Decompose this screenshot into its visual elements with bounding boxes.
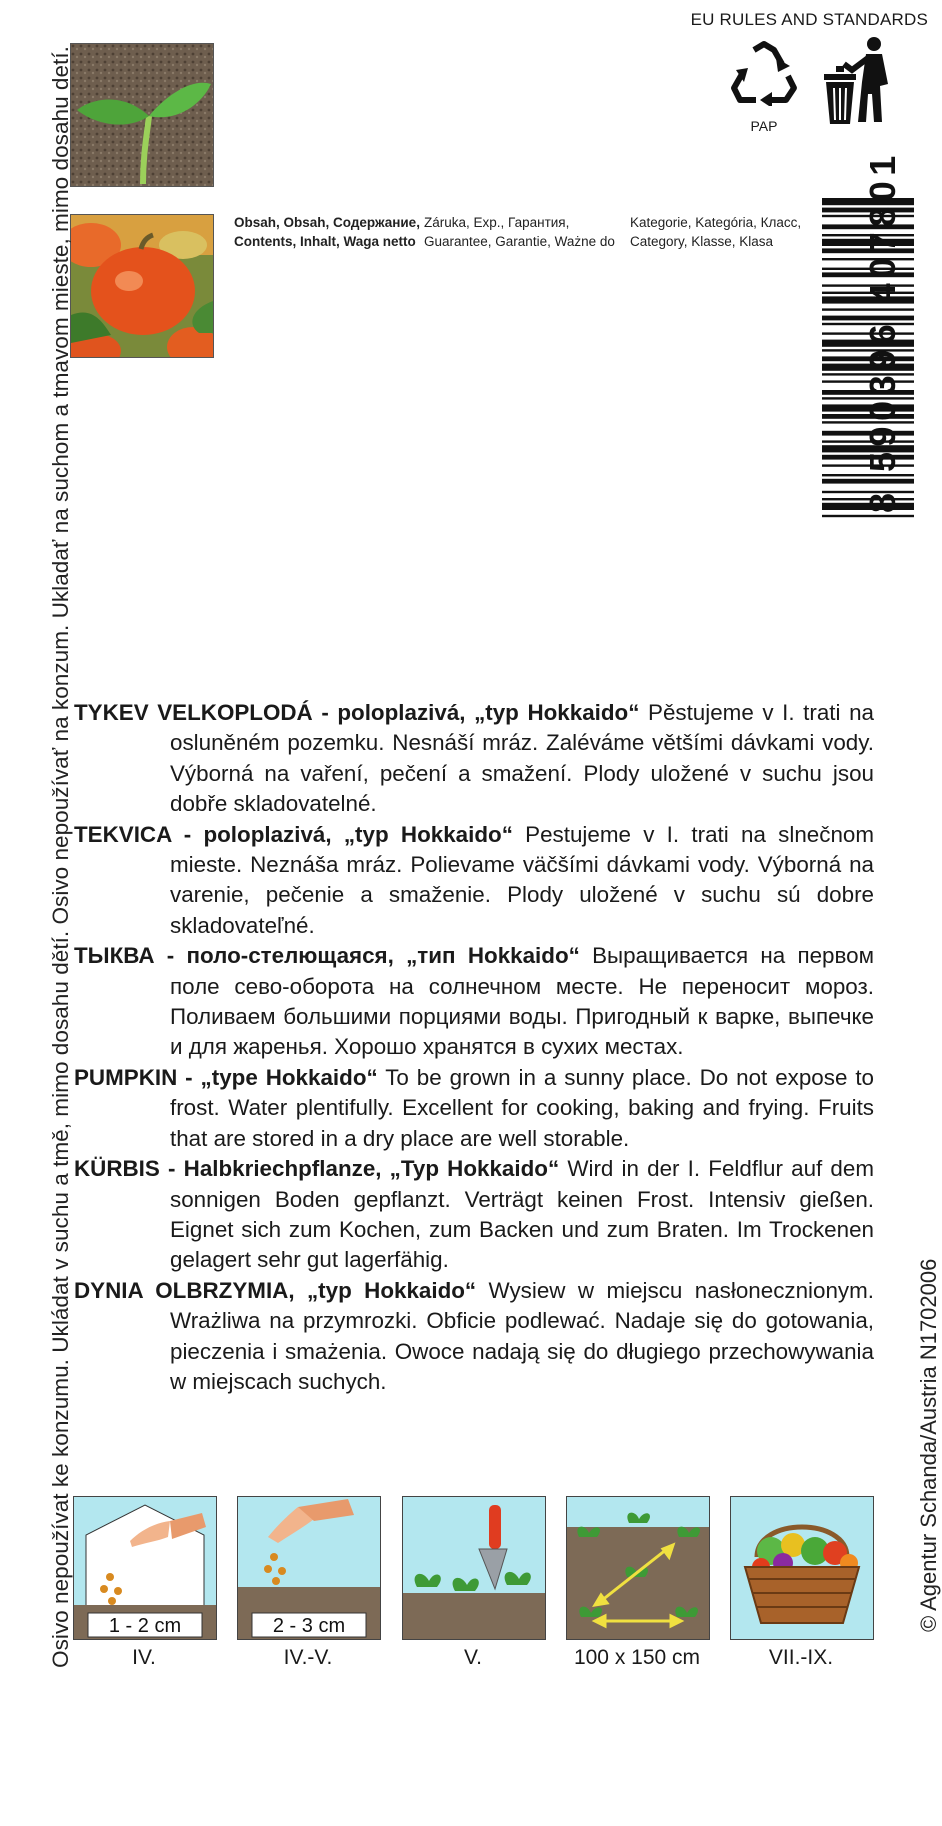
description-text: Pěstujeme v I. trati na osluněném pozemku. Nesnáší mráz. Zaléváme většími dávkami vody. Výborná na vaření, pečení a smažení. Plody uložené v suchu jsou dobře skladovatelné. (170, 700, 874, 817)
barcode-number: 8 590396 407801 (862, 150, 903, 513)
description-text: Pestujeme v I. trati na slnečnom mieste. Neznáša mráz. Polievame väčšími dávkami vody. Výborná na varenie, pečenie a smaženie. Plody uložené v suchu sú dobre skladovateľné. (170, 821, 874, 938)
spacing-caption: 100 x 150 cm (573, 1646, 701, 1669)
description-german (74, 1154, 874, 1276)
sowing-outdoor-icon (237, 1496, 381, 1640)
sowing-greenhouse-icon (73, 1496, 217, 1640)
description-polish (74, 1276, 874, 1398)
spacing-icon (566, 1496, 710, 1640)
description-english (74, 1063, 874, 1154)
guarantee-label-line1: Záruka, Exp., Гарантия, (424, 215, 570, 230)
contents-label-line2: Contents, Inhalt, Waga netto (234, 234, 416, 249)
description-title: PUMPKIN - „type Hokkaido“ (74, 1064, 378, 1090)
description-text: Wysiew w miejscu nasłonecznionym. Wrażliwa na przymrozki. Obficie podlewać. Nadaje się do gotowania, pieczenia i smażenia. Owoce nadają się do długiego przechowywania w miejscach suchych. (170, 1277, 874, 1394)
description-title: ТЫКВА - поло-стелющаяся, „тип Hokkaido“ (74, 943, 580, 969)
description-text: Выращивается на первом поле сево-оборота на солнечном месте. Не переносит мороз. Поливаем большими порциями воды. Пригодный к варке, выпечке и для жаренья. Хорошо хранятся в сухих местах. (170, 943, 874, 1060)
description-czech (74, 698, 874, 820)
harvest-basket-icon (730, 1496, 874, 1640)
description-title: DYNIA OLBRZYMIA, „typ Hokkaido“ (74, 1277, 477, 1303)
contents-label-line1: Obsah, Obsah, Содержание, (234, 215, 420, 230)
description-text: To be grown in a sunny place. Do not expose to frost. Water plentifully. Excellent for cooking, baking and frying. Fruits that are stored in a dry place are well storable. (170, 1064, 874, 1151)
eu-rules-title: EU RULES AND STANDARDS (690, 10, 928, 29)
month-caption: VII.-IX. (768, 1646, 834, 1669)
description-title: TYKEV VELKOPLODÁ - poloplazivá, „typ Hokkaido“ (74, 700, 640, 725)
guarantee-label-line2: Guarantee, Garantie, Ważne do (424, 234, 615, 249)
description-title: KÜRBIS - Halbkriechpflanze, „Typ Hokkaido“ (74, 1156, 560, 1182)
guarantee-label (424, 213, 615, 251)
descriptions (74, 698, 874, 1397)
planting-trowel-icon (402, 1496, 546, 1640)
month-caption: IV. (132, 1646, 156, 1669)
copyright-text: © Agentur Schanda/Austria N1702006 (916, 1258, 941, 1632)
barcode-bar (822, 515, 914, 517)
month-caption: V. (464, 1646, 482, 1669)
description-title: TEKVICA - poloplazivá, „typ Hokkaido“ (74, 821, 513, 847)
category-label (630, 213, 801, 251)
month-caption: IV.-V. (283, 1646, 333, 1669)
contents-label (234, 213, 420, 251)
description-text: Wird in der I. Feldflur auf dem sonnigen Boden gepflanzt. Verträgt keinen Frost. Intensiv gießen. Eignet sich zum Kochen, zum Backen und zum Braten. Im Trockenen gelagert sehr gut lagerfähig. (170, 1156, 874, 1273)
description-russian (74, 941, 874, 1063)
category-label-line2: Category, Klasse, Klasa (630, 234, 774, 249)
storage-warning-text: Osivo nepoužívat ke konzumu. Ukládat v suchu a tmě, mimo dosahu dětí. Osivo nepoužívať na konzum. Ukladať na suchom a tmavom mieste, mimo dosahu detí. (48, 46, 73, 1668)
sowing-depth-label: 2 - 3 cm (272, 1615, 346, 1637)
sowing-depth-label: 1 - 2 cm (108, 1615, 182, 1637)
description-slovak (74, 820, 874, 942)
seedling-photo (70, 43, 214, 187)
recycle-icon (728, 40, 800, 106)
tidyman-icon (822, 36, 902, 128)
recycle-label: PAP (750, 118, 778, 134)
category-label-line1: Kategorie, Kategória, Класс, (630, 215, 802, 230)
pumpkin-photo (70, 214, 214, 358)
